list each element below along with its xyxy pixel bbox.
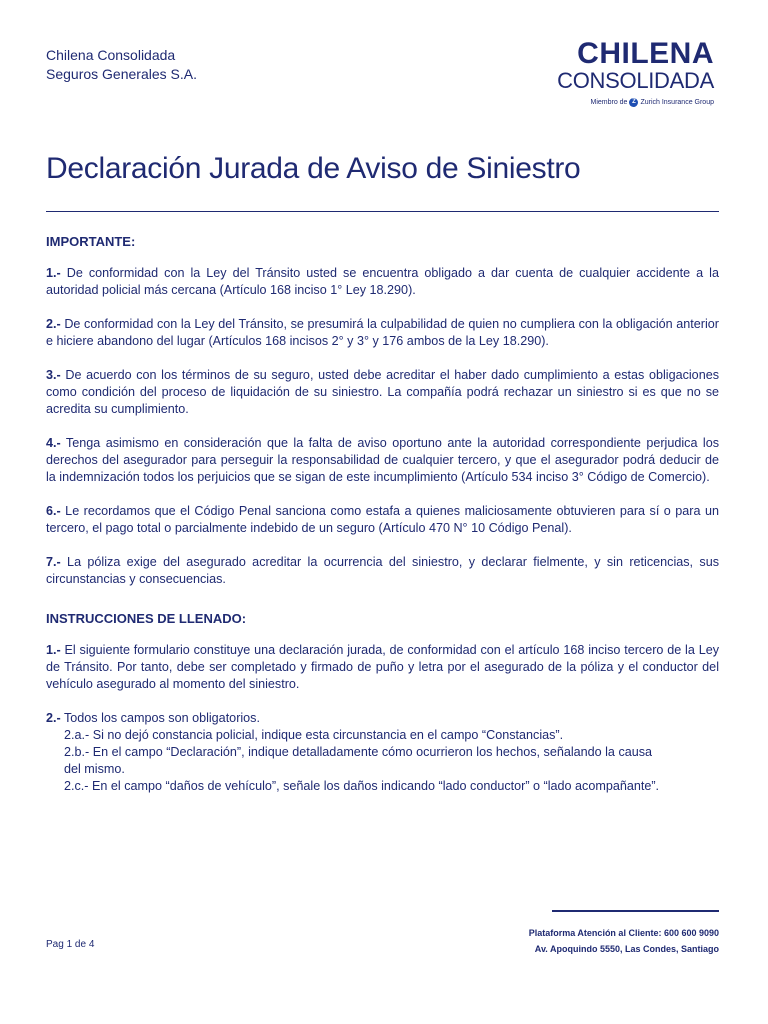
item-text: De conformidad con la Ley del Tránsito usted se encuentra obligado a dar cuenta de cualquier accidente a la autoridad policial más cercana (Artículo 168 inciso 1° Ley 18.290). — [46, 266, 719, 297]
item-text: Tenga asimismo en consideración que la falta de aviso oportuno ante la autoridad correspondiente perjudica los derechos del asegurador para perseguir la responsabilidad de cualquier tercero, y que el asegurador podrá deducir de la indemnización todos los perjuicios que se sigan de este incumplimiento (Artículo 534 inciso 3° Código de Comercio). — [46, 436, 719, 484]
item-number: 1.- — [46, 643, 61, 657]
importante-item-2 — [46, 316, 719, 350]
logo-line-1: CHILENA — [577, 37, 714, 70]
instrucciones-item-2b-continued: del mismo. — [64, 762, 125, 776]
page-title: Declaración Jurada de Aviso de Siniestro — [46, 152, 581, 185]
page-number: Pag 1 de 4 — [46, 939, 95, 950]
importante-item-7 — [46, 554, 719, 588]
zurich-icon: Z — [629, 98, 638, 107]
item-text: El siguiente formulario constituye una declaración jurada, de conformidad con el artículo 168 inciso tercero de la Ley de Tránsito. Por tanto, debe ser completado y firmado de puño y letra por el asegurado de la póliza y el conductor del vehículo asegurado al momento del siniestro. — [46, 643, 719, 691]
item-number: 3.- — [46, 368, 61, 382]
logo-member-text: Miembro de — [590, 99, 628, 106]
footer-contact — [529, 925, 719, 957]
item-text: Todos los campos son obligatorios. — [60, 711, 260, 725]
chilena-consolidada-logo — [557, 37, 730, 113]
item-text: Le recordamos que el Código Penal sanciona como estafa a quienes maliciosamente obtuvieren para sí o para un tercero, el pago total o parcialmente indebido de un seguro (Artículo 470 N° 10 Código Penal). — [46, 504, 719, 535]
document-body — [46, 233, 719, 795]
title-divider — [46, 211, 719, 212]
instrucciones-heading: INSTRUCCIONES DE LLENADO: — [46, 611, 247, 626]
item-number: 7.- — [46, 555, 61, 569]
company-line-1: Chilena Consolidada — [46, 47, 176, 63]
company-name — [46, 46, 197, 84]
item-number: 4.- — [46, 436, 61, 450]
item-number: 1.- — [46, 266, 61, 280]
item-number: 6.- — [46, 504, 61, 518]
address-line: Av. Apoquindo 5550, Las Condes, Santiago — [534, 944, 719, 954]
instrucciones-item-2a: 2.a.- Si no dejó constancia policial, indique esta circunstancia en el campo “Constancias”. — [64, 728, 564, 742]
instrucciones-item-2c: 2.c.- En el campo “daños de vehículo”, señale los daños indicando “lado conductor” o “lado acompañante”. — [64, 779, 660, 793]
item-number: 2.- — [46, 317, 61, 331]
instrucciones-item-2b: 2.b.- En el campo “Declaración”, indique detalladamente cómo ocurrieron los hechos, señalando la causa — [64, 745, 653, 759]
item-number: 2.- — [46, 711, 61, 725]
importante-item-4 — [46, 435, 719, 486]
importante-heading: IMPORTANTE: — [46, 234, 136, 249]
item-text: De conformidad con la Ley del Tránsito, se presumirá la culpabilidad de quien no cumpliera con la obligación anterior e hiciere abandono del lugar (Artículos 168 incisos 2° y 3° y 176 ambos de la Ley 18.290). — [46, 317, 719, 348]
footer-divider — [552, 910, 719, 912]
logo-member-line — [590, 98, 714, 107]
customer-service-line: Plataforma Atención al Cliente: 600 600 9090 — [528, 928, 719, 938]
item-text: De acuerdo con los términos de su seguro, usted debe acreditar el haber dado cumplimiento a estas obligaciones como condición del proceso de liquidación de su siniestro. La compañía podrá rechazar un siniestro si es que no se acredita su cumplimiento. — [46, 368, 719, 416]
company-line-2: Seguros Generales S.A. — [46, 66, 197, 82]
instrucciones-item-1 — [46, 642, 719, 693]
logo-line-2: CONSOLIDADA — [557, 68, 714, 93]
importante-item-6 — [46, 503, 719, 537]
instrucciones-item-2 — [46, 710, 719, 727]
logo-group-text: Zurich Insurance Group — [640, 99, 714, 106]
importante-item-1 — [46, 265, 719, 299]
item-text: La póliza exige del asegurado acreditar la ocurrencia del siniestro, y declarar fielmente, y sin reticencias, sus circunstancias y consecuencias. — [46, 555, 719, 586]
importante-item-3 — [46, 367, 719, 418]
